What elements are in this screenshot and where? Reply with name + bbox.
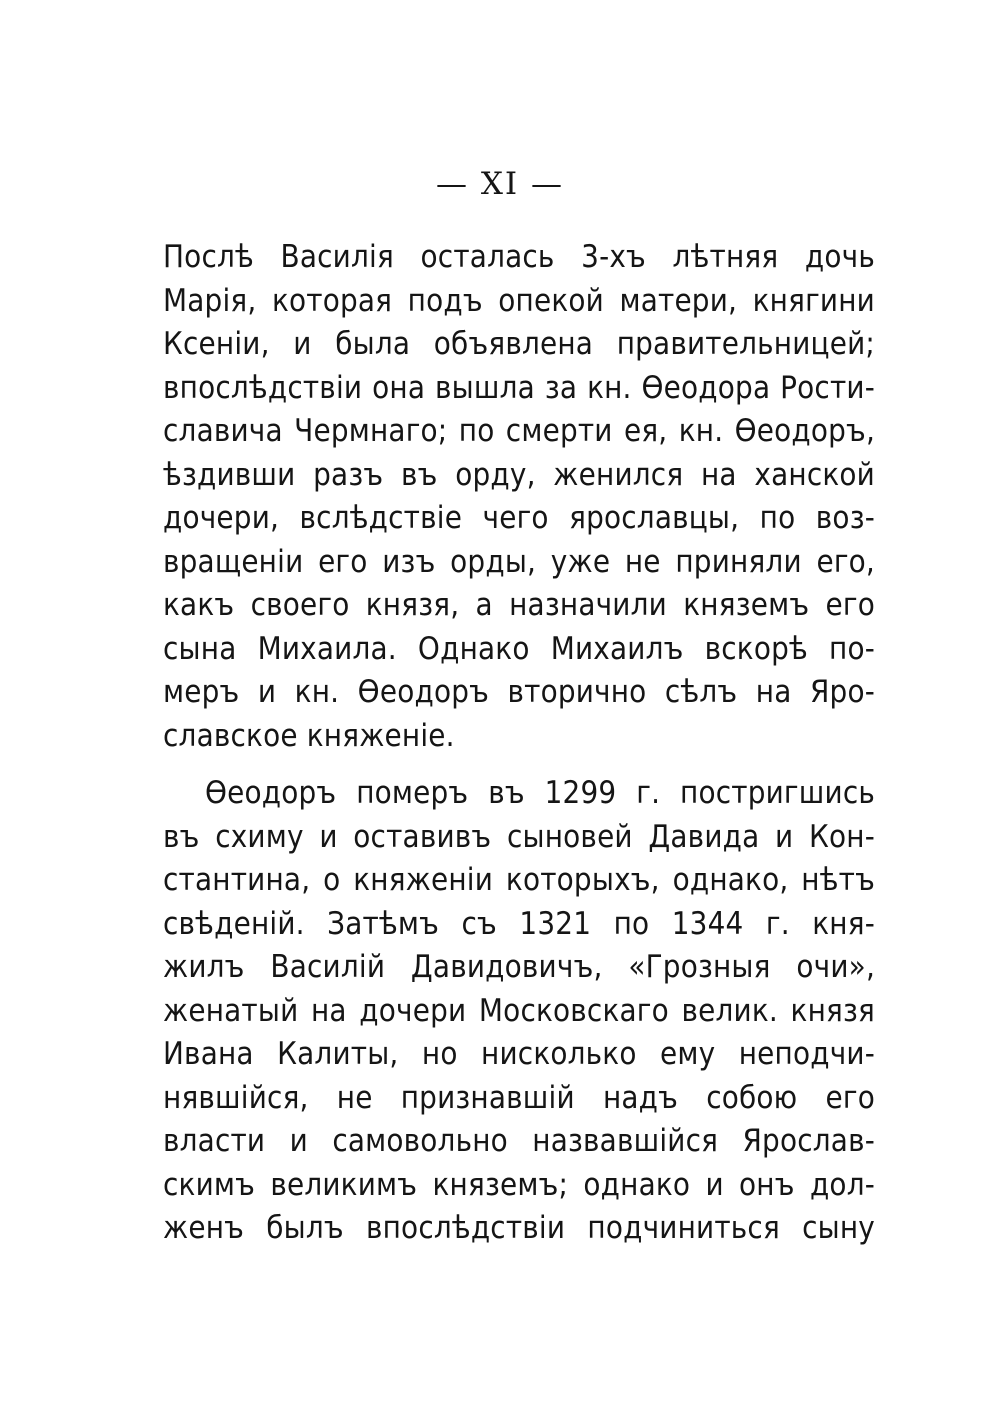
text-line: впослѣдствіи она вышла за кн. Ѳеодора Рости-	[163, 369, 875, 406]
text-line: Ѳеодоръ померъ въ 1299 г. постригшись	[205, 775, 875, 811]
text-line: Марія, которая подъ опекой матери, княгини	[163, 282, 875, 319]
text-line: ѣздивши разъ въ орду, женился на ханской	[163, 456, 875, 493]
paragraph-1	[163, 236, 875, 758]
text-line: нявшійся, не признавшій надъ собою его	[163, 1079, 875, 1116]
text-line: дочери, вслѣдствіе чего ярославцы, по воз-	[163, 500, 875, 536]
text-line: власти и самовольно назвавшійся Ярослав-	[163, 1123, 875, 1159]
text-line: женатый на дочери Московскаго велик. князя	[163, 992, 875, 1029]
text-line: стантина, о княженіи которыхъ, однако, нѣтъ	[163, 862, 875, 898]
text-line: Ивана Калиты, но нисколько ему неподчи-	[163, 1036, 875, 1072]
page-number: — XI —	[435, 166, 565, 202]
text-line: въ схиму и оставивъ сыновей Давида и Кон-	[163, 818, 875, 855]
body-text	[163, 236, 875, 1251]
text-line: жилъ Василій Давидовичъ, «Грозныя очи»,	[163, 949, 875, 985]
text-line: какъ своего князя, а назначили княземъ его	[163, 587, 875, 623]
text-line: свѣденій. Затѣмъ съ 1321 по 1344 г. кня-	[163, 905, 875, 942]
text-line: Послѣ Василія осталась 3-хъ лѣтняя дочь	[163, 239, 875, 275]
paragraph-2	[163, 772, 875, 1251]
text-line: вращеніи его изъ орды, уже не приняли его,	[163, 543, 875, 580]
text-line: Ксеніи, и была объявлена правительницей;	[163, 326, 875, 362]
text-line: славское княженіе.	[163, 717, 455, 754]
text-line: меръ и кн. Ѳеодоръ вторично сѣлъ на Яро-	[163, 674, 875, 710]
text-line: славича Чермнаго; по смерти ея, кн. Ѳеодоръ,	[163, 413, 875, 449]
text-line: скимъ великимъ княземъ; однако и онъ дол-	[163, 1166, 875, 1203]
text-line: сына Михаила. Однако Михаилъ вскорѣ по-	[163, 630, 875, 667]
text-line: женъ былъ впослѣдствіи подчиниться сыну	[163, 1210, 875, 1246]
